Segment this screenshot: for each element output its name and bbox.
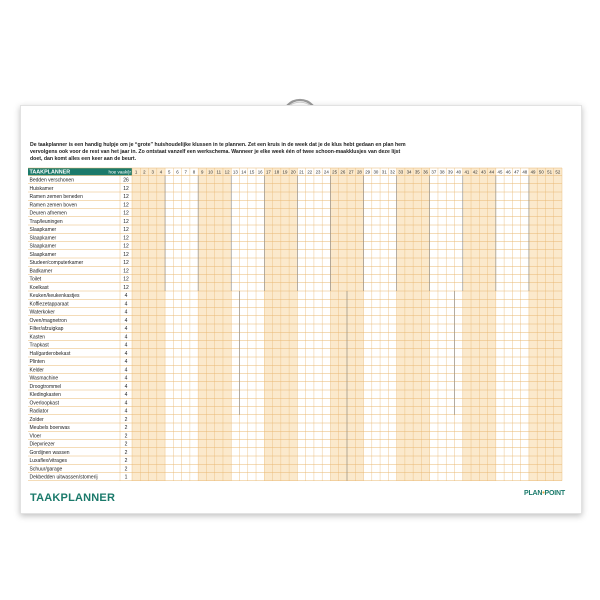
task-frequency: 12 bbox=[123, 218, 129, 225]
week-number: 17 bbox=[265, 169, 271, 175]
task-name: Trapkast bbox=[29, 342, 49, 349]
week-stripe bbox=[198, 168, 206, 481]
task-frequency: 4 bbox=[124, 392, 128, 398]
week-number: 22 bbox=[307, 169, 313, 175]
week-number: 46 bbox=[505, 169, 511, 175]
week-stripe bbox=[529, 168, 537, 481]
week-stripe bbox=[554, 168, 562, 481]
task-frequency: 4 bbox=[124, 350, 128, 357]
week-number: 34 bbox=[406, 169, 412, 175]
week-number: 25 bbox=[332, 169, 338, 175]
week-number: 36 bbox=[423, 169, 429, 175]
task-name: Koelkast bbox=[29, 284, 49, 291]
task-frequency: 12 bbox=[123, 235, 129, 242]
task-name: Bedden verschonen bbox=[29, 177, 74, 184]
task-frequency: 4 bbox=[124, 342, 128, 349]
week-number: 40 bbox=[456, 169, 462, 175]
week-stripe bbox=[488, 168, 496, 481]
week-number: 8 bbox=[192, 169, 196, 175]
task-frequency: 4 bbox=[124, 359, 128, 365]
week-stripe bbox=[463, 168, 471, 481]
week-number: 13 bbox=[232, 169, 238, 175]
task-name: Luxaflex/vitrages bbox=[29, 458, 68, 464]
task-frequency: 2 bbox=[124, 441, 128, 448]
task-frequency: 4 bbox=[124, 334, 128, 341]
task-frequency: 1 bbox=[124, 474, 128, 481]
task-name: Slaapkamer bbox=[29, 227, 57, 233]
week-stripe bbox=[149, 168, 157, 481]
header-freq: hoe vaak/jr bbox=[108, 169, 131, 175]
task-frequency: 4 bbox=[124, 317, 128, 324]
task-frequency: 4 bbox=[124, 400, 128, 407]
task-name: Trap/leuningen bbox=[29, 218, 63, 225]
header-title: TAAKPLANNER bbox=[29, 169, 71, 176]
brand-logo: PLAN•POINT bbox=[524, 490, 565, 497]
task-frequency: 4 bbox=[124, 293, 128, 299]
task-name: Slaapkamer bbox=[29, 251, 57, 258]
week-number: 24 bbox=[323, 169, 329, 175]
week-number: 3 bbox=[151, 169, 154, 175]
task-name: Deuren afnemen bbox=[29, 210, 67, 217]
task-name: Meubels boenwas bbox=[29, 425, 70, 431]
task-frequency: 2 bbox=[124, 416, 128, 423]
task-name: Kelder bbox=[29, 367, 44, 374]
task-name: Koffiezetapparaat bbox=[29, 301, 69, 308]
week-number: 7 bbox=[184, 169, 187, 175]
week-stripe bbox=[479, 168, 487, 481]
week-number: 5 bbox=[167, 169, 171, 175]
task-name: Huiskamer bbox=[29, 185, 54, 192]
task-frequency: 12 bbox=[123, 185, 129, 192]
task-name: Keuken/keukenkastjes bbox=[29, 293, 80, 299]
task-frequency: 12 bbox=[123, 260, 129, 266]
task-name: Kledingkasten bbox=[29, 392, 61, 398]
week-number: 37 bbox=[431, 169, 437, 175]
week-stripe bbox=[289, 168, 297, 481]
task-frequency: 12 bbox=[123, 268, 129, 275]
week-number: 15 bbox=[249, 169, 255, 175]
task-frequency: 12 bbox=[123, 210, 129, 217]
task-frequency: 2 bbox=[124, 458, 128, 464]
task-frequency: 12 bbox=[123, 276, 129, 283]
week-stripe bbox=[215, 168, 223, 481]
task-name: Waterkoker bbox=[29, 309, 55, 316]
week-number: 42 bbox=[472, 169, 478, 175]
week-number: 38 bbox=[439, 169, 445, 175]
task-name: Zolder bbox=[29, 416, 44, 423]
week-number: 29 bbox=[365, 169, 371, 175]
week-number: 11 bbox=[216, 169, 222, 175]
week-stripe bbox=[413, 168, 421, 481]
task-frequency: 2 bbox=[124, 433, 128, 440]
task-frequency: 2 bbox=[124, 425, 128, 431]
week-stripe bbox=[223, 168, 231, 481]
task-name: Filter/afzuigkap bbox=[29, 326, 64, 332]
task-frequency: 2 bbox=[124, 449, 128, 456]
week-stripe bbox=[281, 168, 289, 481]
task-name: Studeer/computerkamer bbox=[29, 260, 84, 266]
task-frequency: 4 bbox=[124, 367, 128, 374]
week-number: 50 bbox=[538, 169, 544, 175]
task-frequency: 12 bbox=[123, 243, 129, 250]
week-stripe bbox=[397, 168, 405, 481]
task-name: Toilet bbox=[29, 276, 42, 283]
task-name: Radiator bbox=[29, 408, 49, 415]
week-number: 2 bbox=[143, 169, 146, 175]
task-frequency: 4 bbox=[124, 383, 128, 390]
task-name: Overloopkast bbox=[29, 400, 59, 407]
task-name: Droogtrommel bbox=[29, 383, 62, 390]
task-name: Gordijnen wassen bbox=[29, 449, 70, 456]
task-frequency: 2 bbox=[124, 466, 128, 473]
task-name: Kasten bbox=[29, 334, 46, 341]
week-number: 41 bbox=[464, 169, 470, 175]
week-stripe bbox=[405, 168, 413, 481]
task-name: Slaapkamer bbox=[29, 235, 57, 242]
intro-paragraph: De taakplanner is een handig hulpje om je “grote” huishoudelijke klussen in te plannen. Zet een kruis in de week dat je de klus hebt gedaan en plan hem vervolgens ook voor de rest van het jaar in. Zo ontstaat vanzelf een werkschema. Wanneer je elke week één of twee schoon-maakklusjes van deze lijst doet, dan komt alles een keer aan de beurt. bbox=[30, 142, 406, 163]
week-number: 39 bbox=[447, 169, 453, 175]
week-number: 9 bbox=[201, 169, 204, 175]
week-number: 27 bbox=[348, 169, 354, 175]
task-name: Oven/magnetron bbox=[29, 317, 67, 324]
task-name: Plinten bbox=[29, 359, 45, 365]
task-name: Diepvriezer bbox=[29, 441, 55, 448]
task-name: Ramen zemen boven bbox=[29, 202, 78, 209]
week-stripe bbox=[273, 168, 281, 481]
week-stripe bbox=[355, 168, 363, 481]
task-name: Hal/garderobekast bbox=[29, 350, 71, 357]
week-stripe bbox=[157, 168, 165, 481]
task-frequency: 4 bbox=[124, 309, 128, 316]
week-number: 43 bbox=[480, 169, 486, 175]
week-number: 51 bbox=[547, 169, 553, 175]
task-frequency: 12 bbox=[123, 202, 129, 209]
task-frequency: 12 bbox=[123, 194, 129, 200]
task-frequency: 4 bbox=[124, 408, 128, 415]
week-number: 16 bbox=[257, 169, 263, 175]
week-number: 44 bbox=[489, 169, 495, 175]
task-frequency: 4 bbox=[124, 326, 128, 332]
week-stripe bbox=[330, 168, 338, 481]
task-frequency: 4 bbox=[124, 375, 128, 382]
week-number: 48 bbox=[522, 169, 528, 175]
week-number: 12 bbox=[224, 169, 230, 175]
week-number: 33 bbox=[398, 169, 404, 175]
task-name: Ramen zemen beneden bbox=[29, 194, 83, 200]
week-number: 20 bbox=[290, 169, 296, 175]
task-name: Slaapkamer bbox=[29, 243, 57, 250]
week-number: 21 bbox=[299, 169, 304, 175]
week-number: 31 bbox=[381, 169, 387, 175]
week-number: 45 bbox=[497, 169, 503, 175]
week-number: 18 bbox=[274, 169, 280, 175]
task-name: Badkamer bbox=[29, 268, 53, 275]
week-stripe bbox=[537, 168, 545, 481]
week-number: 26 bbox=[340, 169, 346, 175]
week-number: 35 bbox=[414, 169, 420, 175]
week-number: 6 bbox=[176, 169, 179, 175]
week-stripe bbox=[347, 168, 355, 481]
task-name: Vloer bbox=[29, 433, 42, 440]
task-name: Schuur/garage bbox=[29, 466, 63, 473]
week-stripe bbox=[545, 168, 553, 481]
week-number: 23 bbox=[315, 169, 321, 175]
week-number: 30 bbox=[373, 169, 379, 175]
task-frequency: 12 bbox=[123, 284, 129, 291]
week-stripe bbox=[264, 168, 272, 481]
week-number: 4 bbox=[159, 169, 163, 175]
footer-title: TAAKPLANNER bbox=[30, 492, 116, 504]
week-number: 1 bbox=[134, 169, 138, 175]
week-number: 32 bbox=[390, 169, 395, 175]
week-stripe bbox=[206, 168, 214, 481]
task-frequency: 12 bbox=[123, 227, 129, 233]
task-frequency: 26 bbox=[123, 177, 129, 184]
week-stripe bbox=[471, 168, 479, 481]
task-name: Wasmachine bbox=[29, 375, 59, 382]
week-stripe bbox=[339, 168, 347, 481]
week-number: 19 bbox=[282, 169, 288, 175]
week-stripe bbox=[421, 168, 429, 481]
task-name: Dekbedden uitwassen/stomerij bbox=[29, 474, 98, 481]
week-number: 47 bbox=[514, 169, 519, 175]
week-number: 28 bbox=[356, 169, 362, 175]
week-number: 49 bbox=[530, 169, 536, 175]
task-frequency: 12 bbox=[123, 251, 129, 258]
week-number: 52 bbox=[555, 169, 561, 175]
week-number: 10 bbox=[208, 169, 214, 175]
task-frequency: 4 bbox=[124, 301, 128, 308]
week-stripe bbox=[132, 168, 140, 481]
week-number: 14 bbox=[241, 169, 247, 175]
week-stripe bbox=[140, 168, 148, 481]
